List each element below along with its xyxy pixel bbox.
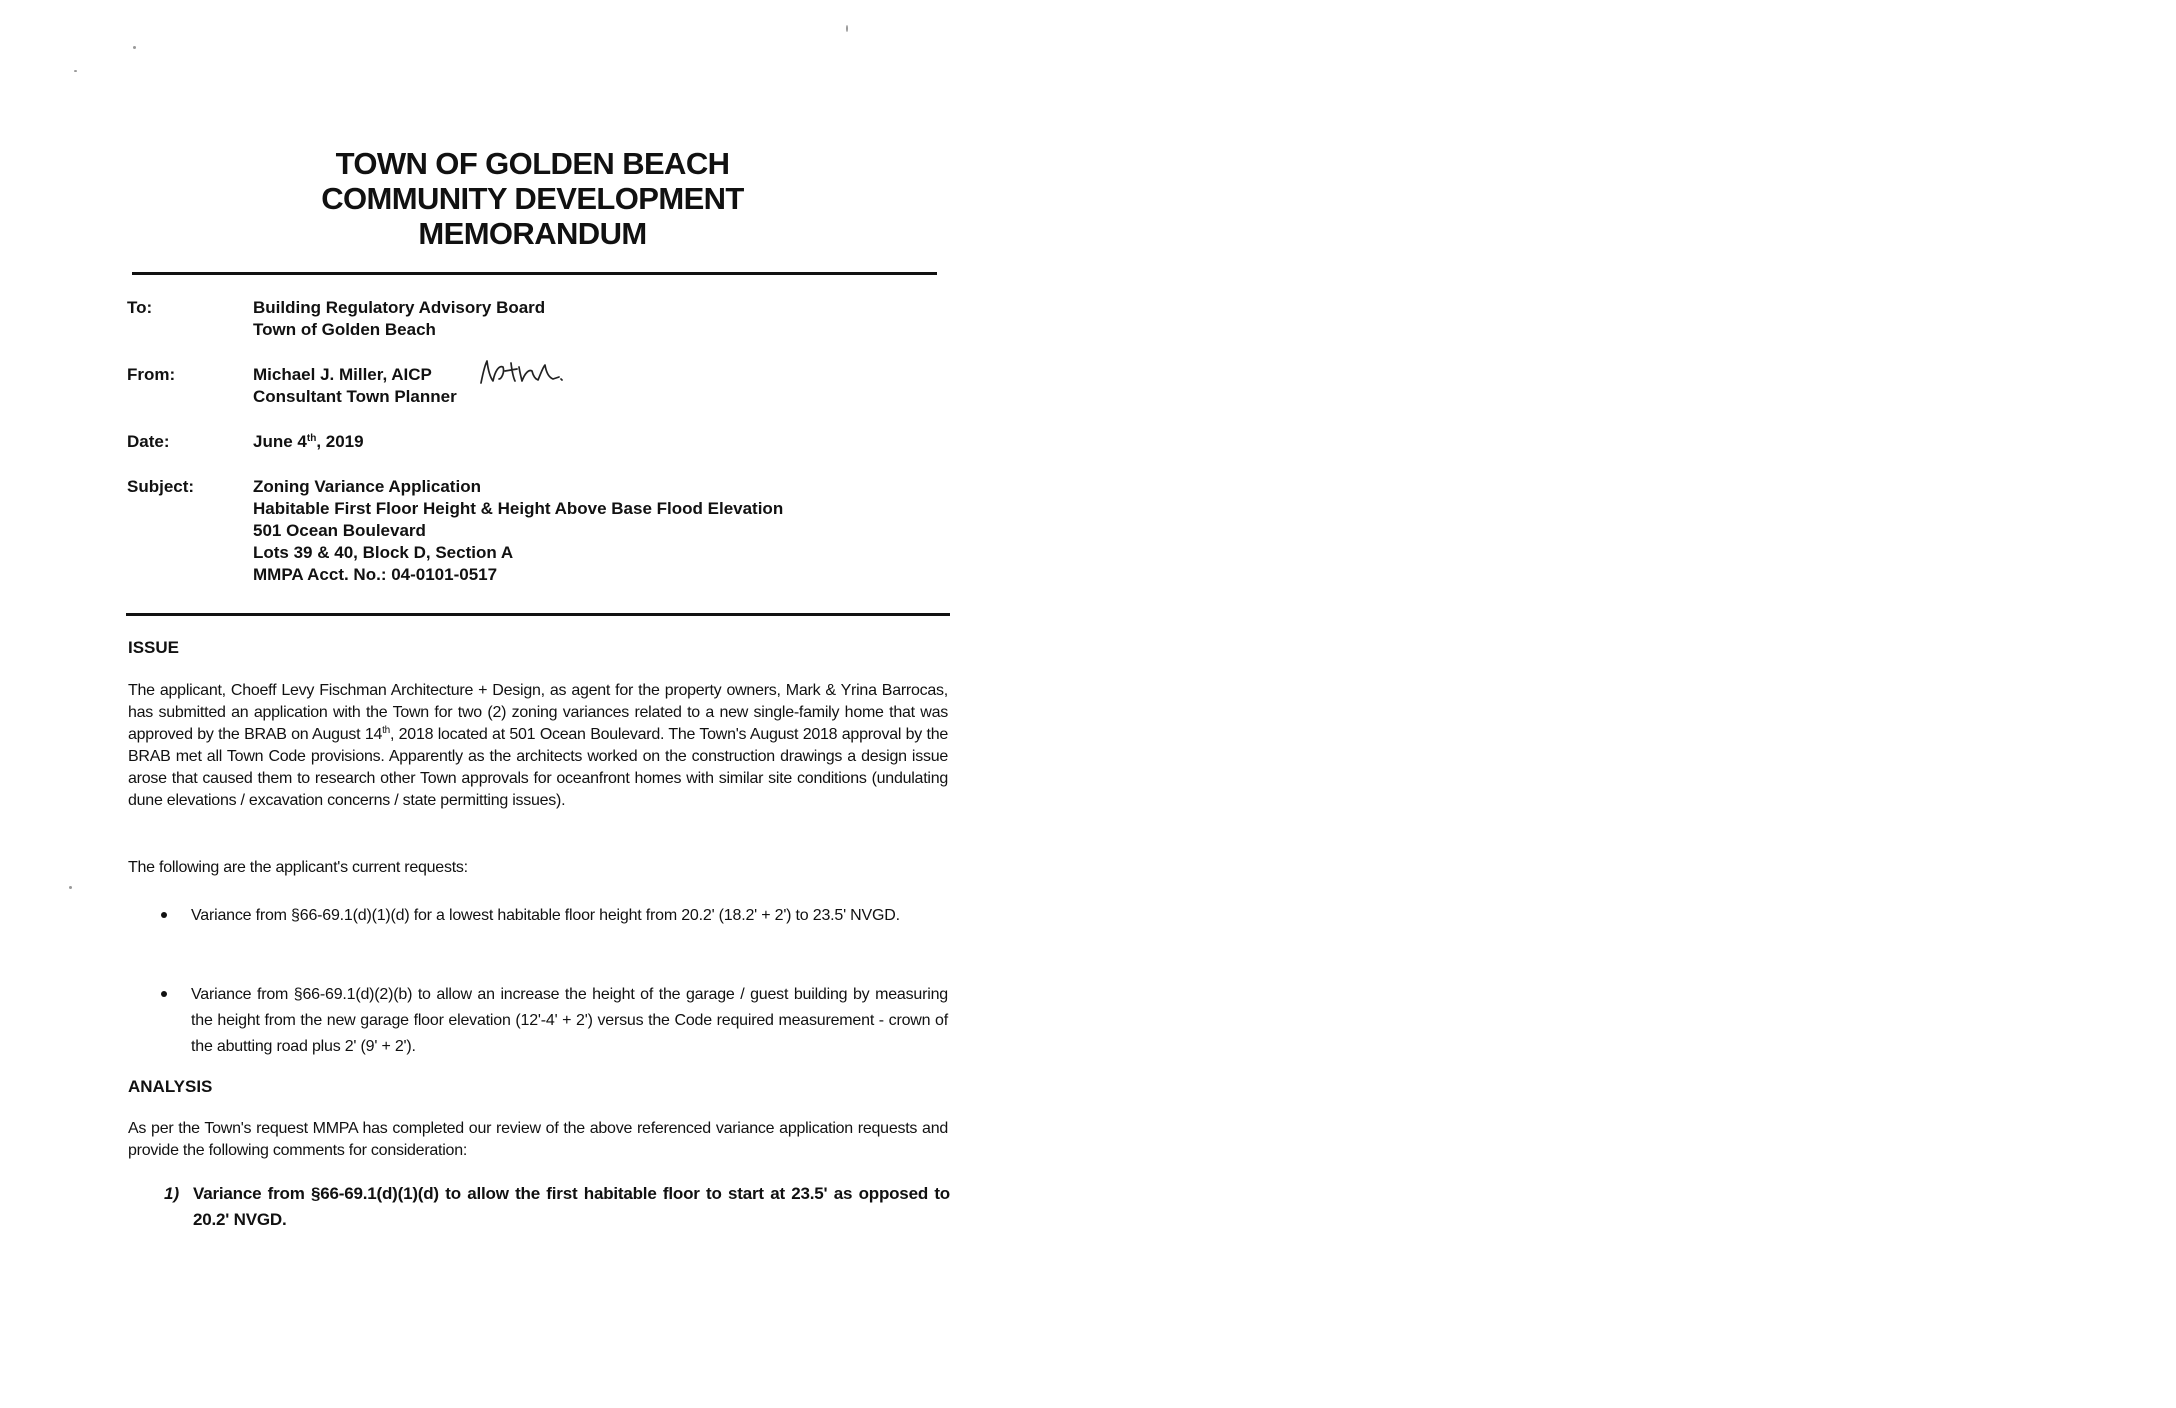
to-label: To:	[127, 298, 153, 317]
issue-paragraph-part: The applicant, Choeff Levy Fischman Architecture + Design, as agent for the property owners, Mark & Yrina Barrocas, has submitted an application with the Town for two (2) zoning variances related to a new single-family home that was approved by the BRAB on August 14	[128, 682, 948, 743]
to-value	[253, 297, 545, 341]
subject-line: Zoning Variance Application	[253, 477, 481, 496]
scan-speck	[74, 70, 77, 72]
scan-speck	[846, 25, 848, 32]
date-label: Date:	[127, 432, 170, 451]
issue-paragraph-part: , 2018 located at 501 Ocean Boulevard. The Town's August 2018 approval by the BRAB met all Town Code provisions. Apparently as the architects worked on the construction drawings a design issue arose that caused them to research other Town approvals for oceanfront homes with similar site conditions (undulating dune elevations / excavation concerns / state permitting issues).	[128, 726, 949, 809]
signature-icon	[475, 357, 567, 389]
subject-line: MMPA Acct. No.: 04-0101-0517	[253, 565, 498, 584]
to-organization: Town of Golden Beach	[253, 320, 436, 339]
header-department: COMMUNITY DEVELOPMENT	[321, 181, 744, 216]
header-divider	[132, 272, 937, 275]
subject-line: Habitable First Floor Height & Height Above Base Flood Elevation	[253, 499, 784, 518]
date-suffix: , 2019	[316, 432, 364, 451]
from-title: Consultant Town Planner	[253, 387, 457, 406]
date-prefix: June 4	[253, 432, 307, 451]
issue-paragraph	[128, 680, 948, 812]
blank-area	[1088, 0, 2176, 1408]
subject-divider	[126, 613, 950, 616]
requests-intro: The following are the applicant's current requests:	[128, 859, 468, 876]
analysis-paragraph: As per the Town's request MMPA has completed our review of the above referenced variance application requests and provide the following comments for consideration:	[128, 1120, 948, 1159]
from-label: From:	[127, 365, 176, 384]
issue-heading: ISSUE	[128, 638, 180, 657]
subject-label: Subject:	[127, 477, 195, 496]
date-ordinal: th	[306, 433, 317, 444]
request-text: Variance from §66-69.1(d)(2)(b) to allow an increase the height of the garage / guest building by measuring the height from the new garage floor elevation (12'-4' + 2') versus the Code required measurement - crown of the abutting road plus 2' (9' + 2').	[191, 986, 948, 1055]
from-value	[253, 364, 457, 408]
to-recipient: Building Regulatory Advisory Board	[253, 298, 546, 317]
item-number: 1)	[164, 1184, 180, 1203]
subject-line: 501 Ocean Boulevard	[253, 521, 426, 540]
subject-value	[253, 476, 783, 586]
scan-speck	[133, 46, 136, 49]
issue-ordinal: th	[382, 725, 390, 736]
item-text: Variance from §66-69.1(d)(1)(d) to allow the first habitable floor to start at 23.5' as opposed to 20.2' NVGD.	[193, 1184, 950, 1229]
scan-speck	[69, 886, 72, 889]
request-text: Variance from §66-69.1(d)(1)(d) for a lowest habitable floor height from 20.2' (18.2' + 2') to 23.5' NVGD.	[191, 907, 900, 924]
bullet-icon	[161, 912, 167, 918]
header-town-name: TOWN OF GOLDEN BEACH	[335, 146, 730, 181]
date-value	[253, 431, 364, 453]
subject-line: Lots 39 & 40, Block D, Section A	[253, 543, 514, 562]
header-doc-type: MEMORANDUM	[418, 216, 647, 251]
from-name: Michael J. Miller, AICP	[253, 365, 432, 384]
memo-header	[240, 146, 825, 251]
bullet-icon	[161, 991, 167, 997]
analysis-heading: ANALYSIS	[128, 1077, 213, 1096]
